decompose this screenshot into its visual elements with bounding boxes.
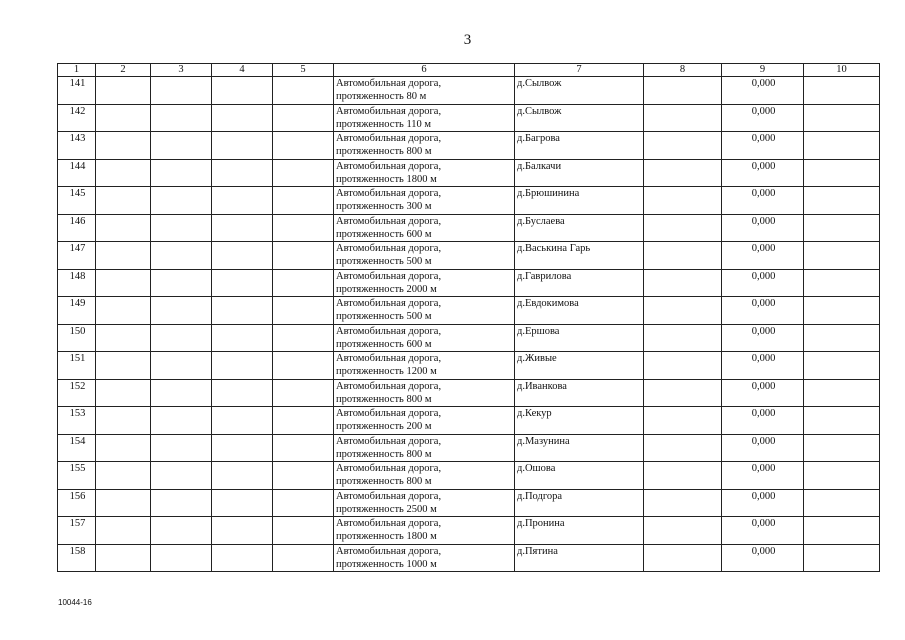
empty-cell-col4 — [212, 517, 273, 545]
object-length-line2: протяженность 2500 м — [336, 503, 437, 515]
object-length-line2: протяженность 600 м — [336, 228, 432, 240]
empty-cell-col4 — [212, 297, 273, 325]
value-cell: 0,000 — [722, 407, 804, 435]
header-row — [58, 64, 880, 77]
object-name-cell — [334, 269, 515, 297]
column-header-7: 7 — [515, 64, 644, 77]
empty-cell-col10 — [804, 517, 880, 545]
column-header-6: 6 — [334, 64, 515, 77]
empty-cell-col8 — [644, 462, 722, 490]
empty-cell-col2 — [96, 379, 151, 407]
empty-cell-col5 — [273, 489, 334, 517]
object-name-line1: Автомобильная дорога, — [336, 215, 442, 227]
empty-cell-col5 — [273, 324, 334, 352]
object-name-line1: Автомобильная дорога, — [336, 545, 442, 557]
empty-cell-col2 — [96, 297, 151, 325]
location-cell: д.Ошова — [515, 462, 644, 490]
location-cell: д.Кекур — [515, 407, 644, 435]
empty-cell-col5 — [273, 132, 334, 160]
location-cell: д.Сылвож — [515, 104, 644, 132]
table-row — [58, 77, 880, 105]
empty-cell-col2 — [96, 104, 151, 132]
empty-cell-col10 — [804, 187, 880, 215]
row-number-cell: 157 — [58, 517, 96, 545]
object-name-line1: Автомобильная дорога, — [336, 78, 442, 89]
empty-cell-col5 — [273, 159, 334, 187]
value-cell: 0,000 — [722, 159, 804, 187]
object-name-line1: Автомобильная дорога, — [336, 160, 442, 172]
column-header-9: 9 — [722, 64, 804, 77]
empty-cell-col2 — [96, 132, 151, 160]
object-name-cell — [334, 434, 515, 462]
empty-cell-col5 — [273, 214, 334, 242]
row-number-cell: 146 — [58, 214, 96, 242]
empty-cell-col5 — [273, 544, 334, 572]
row-number-cell: 150 — [58, 324, 96, 352]
empty-cell-col3 — [151, 77, 212, 105]
object-length-line2: протяженность 300 м — [336, 201, 432, 212]
empty-cell-col4 — [212, 104, 273, 132]
object-name-cell — [334, 104, 515, 132]
location-cell: д.Евдокимова — [515, 297, 644, 325]
object-name-line1: Автомобильная дорога, — [336, 518, 442, 529]
table-body — [58, 77, 880, 572]
empty-cell-col4 — [212, 489, 273, 517]
empty-cell-col10 — [804, 324, 880, 352]
row-number-cell: 155 — [58, 462, 96, 490]
row-number-cell: 152 — [58, 379, 96, 407]
empty-cell-col2 — [96, 269, 151, 297]
object-name-line1: Автомобильная дорога, — [336, 380, 442, 392]
row-number-cell: 147 — [58, 242, 96, 270]
object-length-line2: протяженность 600 м — [336, 338, 432, 350]
table-row — [58, 187, 880, 215]
object-name-cell — [334, 462, 515, 490]
location-cell: д.Васькина Гарь — [515, 242, 644, 270]
empty-cell-col4 — [212, 352, 273, 380]
empty-cell-col2 — [96, 517, 151, 545]
empty-cell-col4 — [212, 242, 273, 270]
empty-cell-col4 — [212, 159, 273, 187]
empty-cell-col3 — [151, 434, 212, 462]
empty-cell-col10 — [804, 379, 880, 407]
empty-cell-col10 — [804, 77, 880, 105]
value-cell: 0,000 — [722, 104, 804, 132]
object-length-line2: протяженность 1800 м — [336, 173, 437, 185]
empty-cell-col10 — [804, 159, 880, 187]
row-number-cell: 143 — [58, 132, 96, 160]
empty-cell-col5 — [273, 407, 334, 435]
empty-cell-col5 — [273, 434, 334, 462]
table-row — [58, 489, 880, 517]
empty-cell-col5 — [273, 517, 334, 545]
empty-cell-col3 — [151, 187, 212, 215]
empty-cell-col5 — [273, 104, 334, 132]
object-name-line1: Автомобильная дорога, — [336, 243, 442, 254]
empty-cell-col10 — [804, 214, 880, 242]
table-row — [58, 544, 880, 572]
empty-cell-col2 — [96, 324, 151, 352]
empty-cell-col4 — [212, 132, 273, 160]
empty-cell-col3 — [151, 242, 212, 270]
object-name-cell — [334, 544, 515, 572]
object-length-line2: протяженность 500 м — [336, 256, 432, 267]
object-name-cell — [334, 324, 515, 352]
empty-cell-col3 — [151, 297, 212, 325]
column-header-10: 10 — [804, 64, 880, 77]
empty-cell-col2 — [96, 544, 151, 572]
column-header-3: 3 — [151, 64, 212, 77]
row-number-cell: 149 — [58, 297, 96, 325]
empty-cell-col3 — [151, 462, 212, 490]
object-length-line2: протяженность 1800 м — [336, 531, 437, 542]
empty-cell-col8 — [644, 297, 722, 325]
empty-cell-col4 — [212, 434, 273, 462]
empty-cell-col8 — [644, 544, 722, 572]
location-cell: д.Балкачи — [515, 159, 644, 187]
empty-cell-col8 — [644, 132, 722, 160]
object-length-line2: протяженность 800 м — [336, 393, 432, 405]
empty-cell-col2 — [96, 159, 151, 187]
empty-cell-col2 — [96, 77, 151, 105]
row-number-cell: 158 — [58, 544, 96, 572]
column-header-2: 2 — [96, 64, 151, 77]
empty-cell-col3 — [151, 489, 212, 517]
empty-cell-col5 — [273, 297, 334, 325]
empty-cell-col8 — [644, 324, 722, 352]
empty-cell-col4 — [212, 544, 273, 572]
location-cell: д.Подгора — [515, 489, 644, 517]
empty-cell-col8 — [644, 489, 722, 517]
empty-cell-col10 — [804, 132, 880, 160]
empty-cell-col10 — [804, 489, 880, 517]
empty-cell-col10 — [804, 104, 880, 132]
object-name-cell — [334, 407, 515, 435]
location-cell: д.Брюшинина — [515, 187, 644, 215]
object-name-cell — [334, 159, 515, 187]
column-header-1: 1 — [58, 64, 96, 77]
empty-cell-col3 — [151, 379, 212, 407]
empty-cell-col4 — [212, 379, 273, 407]
table-row — [58, 434, 880, 462]
object-name-cell — [334, 517, 515, 545]
empty-cell-col4 — [212, 269, 273, 297]
page-number: 3 — [463, 32, 472, 48]
empty-cell-col5 — [273, 379, 334, 407]
value-cell: 0,000 — [722, 434, 804, 462]
object-length-line2: протяженность 2000 м — [336, 283, 437, 295]
location-cell: д.Буслаева — [515, 214, 644, 242]
object-name-line1: Автомобильная дорога, — [336, 435, 442, 447]
value-cell: 0,000 — [722, 489, 804, 517]
table-row — [58, 517, 880, 545]
object-name-line1: Автомобильная дорога, — [336, 298, 442, 309]
table-row — [58, 379, 880, 407]
empty-cell-col5 — [273, 269, 334, 297]
object-name-cell — [334, 187, 515, 215]
empty-cell-col8 — [644, 159, 722, 187]
row-number-cell: 151 — [58, 352, 96, 380]
location-cell: д.Живые — [515, 352, 644, 380]
table-row — [58, 462, 880, 490]
empty-cell-col8 — [644, 434, 722, 462]
table-row — [58, 159, 880, 187]
object-name-line1: Автомобильная дорога, — [336, 270, 442, 282]
row-number-cell: 145 — [58, 187, 96, 215]
value-cell: 0,000 — [722, 187, 804, 215]
object-name-cell — [334, 77, 515, 105]
empty-cell-col8 — [644, 77, 722, 105]
empty-cell-col5 — [273, 462, 334, 490]
empty-cell-col4 — [212, 407, 273, 435]
table-row — [58, 269, 880, 297]
value-cell: 0,000 — [722, 242, 804, 270]
location-cell: д.Пронина — [515, 517, 644, 545]
location-cell: д.Мазунина — [515, 434, 644, 462]
empty-cell-col2 — [96, 187, 151, 215]
empty-cell-col8 — [644, 517, 722, 545]
empty-cell-col10 — [804, 544, 880, 572]
object-length-line2: протяженность 1000 м — [336, 558, 437, 570]
object-length-line2: протяженность 110 м — [336, 118, 432, 130]
row-number-cell: 148 — [58, 269, 96, 297]
location-cell: д.Багрова — [515, 132, 644, 160]
empty-cell-col2 — [96, 352, 151, 380]
empty-cell-col3 — [151, 324, 212, 352]
empty-cell-col4 — [212, 462, 273, 490]
row-number-cell: 144 — [58, 159, 96, 187]
object-name-line1: Автомобильная дорога, — [336, 105, 442, 117]
object-name-cell — [334, 379, 515, 407]
empty-cell-col8 — [644, 214, 722, 242]
empty-cell-col3 — [151, 407, 212, 435]
object-name-line1: Автомобильная дорога, — [336, 188, 442, 199]
object-name-cell — [334, 214, 515, 242]
empty-cell-col3 — [151, 269, 212, 297]
empty-cell-col3 — [151, 517, 212, 545]
value-cell: 0,000 — [722, 214, 804, 242]
value-cell: 0,000 — [722, 379, 804, 407]
row-number-cell: 142 — [58, 104, 96, 132]
empty-cell-col5 — [273, 242, 334, 270]
empty-cell-col8 — [644, 242, 722, 270]
empty-cell-col8 — [644, 187, 722, 215]
table-row — [58, 352, 880, 380]
object-name-line1: Автомобильная дорога, — [336, 353, 442, 364]
empty-cell-col2 — [96, 242, 151, 270]
object-length-line2: протяженность 500 м — [336, 311, 432, 322]
empty-cell-col8 — [644, 104, 722, 132]
empty-cell-col2 — [96, 462, 151, 490]
object-name-line1: Автомобильная дорога, — [336, 408, 442, 419]
table-row — [58, 214, 880, 242]
value-cell: 0,000 — [722, 544, 804, 572]
empty-cell-col4 — [212, 214, 273, 242]
row-number-cell: 154 — [58, 434, 96, 462]
empty-cell-col10 — [804, 407, 880, 435]
column-header-4: 4 — [212, 64, 273, 77]
empty-cell-col10 — [804, 352, 880, 380]
empty-cell-col4 — [212, 77, 273, 105]
table-row — [58, 297, 880, 325]
object-name-line1: Автомобильная дорога, — [336, 463, 442, 474]
empty-cell-col3 — [151, 352, 212, 380]
empty-cell-col3 — [151, 132, 212, 160]
value-cell: 0,000 — [722, 462, 804, 490]
empty-cell-col3 — [151, 544, 212, 572]
location-cell: д.Ершова — [515, 324, 644, 352]
empty-cell-col10 — [804, 462, 880, 490]
object-length-line2: протяженность 800 м — [336, 146, 432, 157]
empty-cell-col2 — [96, 489, 151, 517]
location-cell: д.Гаврилова — [515, 269, 644, 297]
empty-cell-col10 — [804, 269, 880, 297]
empty-cell-col2 — [96, 214, 151, 242]
empty-cell-col4 — [212, 187, 273, 215]
table-row — [58, 324, 880, 352]
location-cell: д.Пятина — [515, 544, 644, 572]
empty-cell-col8 — [644, 379, 722, 407]
empty-cell-col3 — [151, 159, 212, 187]
object-name-line1: Автомобильная дорога, — [336, 490, 442, 502]
object-name-cell — [334, 352, 515, 380]
value-cell: 0,000 — [722, 324, 804, 352]
location-cell: д.Сылвож — [515, 77, 644, 105]
object-name-cell — [334, 489, 515, 517]
table-row — [58, 242, 880, 270]
value-cell: 0,000 — [722, 77, 804, 105]
empty-cell-col8 — [644, 407, 722, 435]
object-name-cell — [334, 132, 515, 160]
empty-cell-col10 — [804, 242, 880, 270]
value-cell: 0,000 — [722, 297, 804, 325]
empty-cell-col2 — [96, 407, 151, 435]
empty-cell-col4 — [212, 324, 273, 352]
row-number-cell: 141 — [58, 77, 96, 105]
object-length-line2: протяженность 800 м — [336, 448, 432, 460]
location-cell: д.Иванкова — [515, 379, 644, 407]
row-number-cell: 153 — [58, 407, 96, 435]
value-cell: 0,000 — [722, 517, 804, 545]
registry-table — [57, 63, 880, 572]
empty-cell-col8 — [644, 352, 722, 380]
object-length-line2: протяженность 1200 м — [336, 366, 437, 377]
value-cell: 0,000 — [722, 132, 804, 160]
empty-cell-col5 — [273, 77, 334, 105]
table-row — [58, 132, 880, 160]
document-code: 10044-16 — [58, 598, 92, 607]
empty-cell-col3 — [151, 214, 212, 242]
empty-cell-col5 — [273, 352, 334, 380]
column-header-8: 8 — [644, 64, 722, 77]
table-row — [58, 104, 880, 132]
empty-cell-col2 — [96, 434, 151, 462]
value-cell: 0,000 — [722, 352, 804, 380]
empty-cell-col3 — [151, 104, 212, 132]
empty-cell-col10 — [804, 297, 880, 325]
empty-cell-col5 — [273, 187, 334, 215]
table-row — [58, 407, 880, 435]
object-length-line2: протяженность 200 м — [336, 421, 432, 432]
empty-cell-col8 — [644, 269, 722, 297]
object-name-cell — [334, 297, 515, 325]
empty-cell-col10 — [804, 434, 880, 462]
object-length-line2: протяженность 800 м — [336, 476, 432, 487]
column-header-5: 5 — [273, 64, 334, 77]
object-name-line1: Автомобильная дорога, — [336, 133, 442, 144]
value-cell: 0,000 — [722, 269, 804, 297]
object-name-line1: Автомобильная дорога, — [336, 325, 442, 337]
row-number-cell: 156 — [58, 489, 96, 517]
object-length-line2: протяженность 80 м — [336, 91, 427, 102]
object-name-cell — [334, 242, 515, 270]
